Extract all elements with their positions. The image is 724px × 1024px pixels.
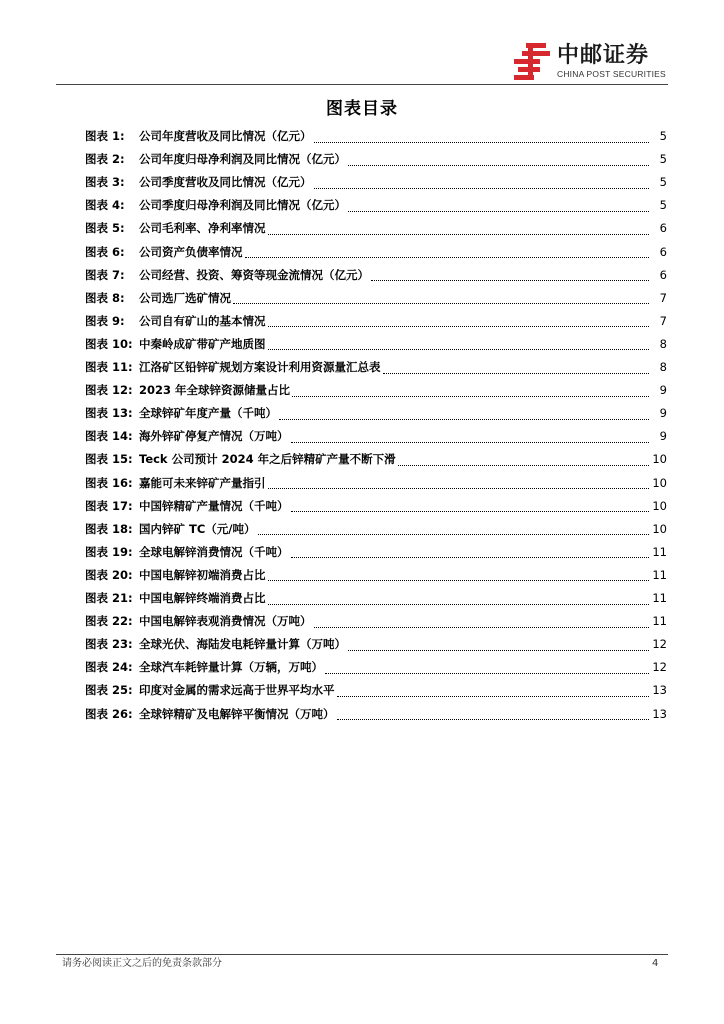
toc-entry-page: 8: [659, 336, 667, 351]
toc-entry-title: 国内锌矿 TC（元/吨）: [139, 521, 256, 536]
toc-entry-title: 公司季度归母净利润及同比情况（亿元）: [139, 198, 346, 213]
toc-entry[interactable]: [85, 544, 667, 560]
brand-name-en: CHINA POST SECURITIES: [557, 69, 666, 79]
toc-entry-label: 图表 23:: [85, 637, 133, 652]
toc-entry-page: 11: [652, 614, 667, 629]
toc-entry-title: 全球光伏、海陆发电耗锌量计算（万吨）: [139, 637, 346, 652]
toc-leader-dots: [337, 692, 650, 697]
toc-entry-label: 图表 21:: [85, 591, 133, 605]
toc-leader-dots: [268, 600, 650, 605]
toc-leader-dots: [268, 230, 650, 235]
toc-entry-label: 图表 9:: [85, 313, 125, 328]
toc-entry-title: 中国锌精矿产量情况（千吨）: [139, 498, 289, 513]
toc-entry-page: 9: [659, 429, 667, 444]
toc-entry[interactable]: [85, 359, 667, 375]
toc-entry-page: 11: [652, 591, 667, 605]
toc-entry[interactable]: [85, 567, 667, 583]
toc-entry-label: 图表 24:: [85, 660, 133, 675]
toc-entry-label: 图表 12:: [85, 383, 133, 398]
toc-entry-label: 图表 25:: [85, 683, 133, 698]
toc-entry[interactable]: [85, 590, 667, 606]
toc-entry-title: 印度对金属的需求远高于世界平均水平: [139, 683, 335, 698]
toc-entry-title: 公司年度营收及同比情况（亿元）: [139, 129, 312, 143]
toc-entry-page: 9: [659, 406, 667, 421]
toc-entry-title: 中国电解锌表观消费情况（万吨）: [139, 614, 312, 629]
toc-entry-label: 图表 26:: [85, 706, 133, 721]
toc-leader-dots: [268, 576, 650, 581]
page-header: [0, 0, 724, 86]
toc-entry[interactable]: [85, 267, 667, 283]
toc-leader-dots: [268, 322, 650, 327]
page-number: 4: [652, 958, 659, 969]
toc-entry-label: 图表 15:: [85, 452, 133, 467]
toc-entry-page: 11: [652, 567, 667, 582]
toc-entry-title: 公司年度归母净利润及同比情况（亿元）: [139, 152, 346, 167]
toc-leader-dots: [292, 392, 649, 397]
toc-entry-title: 公司季度营收及同比情况（亿元）: [139, 175, 312, 190]
toc-entry-label: 图表 6:: [85, 244, 125, 259]
toc-entry-page: 13: [652, 706, 667, 721]
toc-entry[interactable]: [85, 521, 667, 537]
toc-entry[interactable]: [85, 128, 667, 144]
toc-entry-label: 图表 14:: [85, 429, 133, 444]
toc-entry[interactable]: [85, 336, 667, 352]
toc-entry-title: 嘉能可未来锌矿产量指引: [139, 475, 266, 490]
toc-entry[interactable]: [85, 405, 667, 421]
toc-entry-page: 5: [659, 198, 667, 213]
toc-entry-page: 8: [659, 360, 667, 374]
toc-entry-label: 图表 4:: [85, 198, 125, 213]
toc-leader-dots: [314, 138, 650, 143]
toc-entry-title: 公司资产负债率情况: [139, 244, 243, 259]
toc-leader-dots: [258, 530, 650, 535]
toc-entry[interactable]: [85, 313, 667, 329]
toc-leader-dots: [314, 184, 650, 189]
toc-entry-title: Teck 公司预计 2024 年之后锌精矿产量不断下滑: [139, 452, 396, 467]
toc-entry[interactable]: [85, 174, 667, 190]
toc-leader-dots: [291, 553, 650, 558]
brand-name-cn: 中邮证券: [557, 43, 650, 68]
toc-entry-page: 10: [652, 521, 667, 536]
toc-entry-label: 图表 17:: [85, 498, 133, 513]
toc-entry-page: 13: [652, 683, 667, 698]
toc-entry[interactable]: [85, 475, 667, 491]
toc-entry-label: 图表 16:: [85, 475, 133, 490]
toc-entry-label: 图表 18:: [85, 521, 133, 536]
toc-entry-page: 10: [652, 475, 667, 490]
toc-entry[interactable]: [85, 682, 667, 698]
toc-entry-label: 图表 2:: [85, 152, 125, 167]
toc-entry-title: 公司毛利率、净利率情况: [139, 221, 266, 236]
toc-entry[interactable]: [85, 498, 667, 514]
toc-entry[interactable]: [85, 382, 667, 398]
toc-entry-page: 6: [659, 221, 667, 236]
toc-entry[interactable]: [85, 197, 667, 213]
toc-leader-dots: [348, 646, 649, 651]
toc-leader-dots: [268, 345, 650, 350]
toc-entry-title: 江洛矿区铅锌矿规划方案设计利用资源量汇总表: [139, 360, 381, 374]
toc-entry-label: 图表 10:: [85, 336, 133, 351]
toc-entry-label: 图表 8:: [85, 290, 125, 305]
toc-entry-label: 图表 20:: [85, 567, 133, 582]
toc-entry-page: 6: [659, 267, 667, 282]
toc-leader-dots: [348, 161, 649, 166]
toc-entry-title: 中国电解锌终端消费占比: [139, 591, 266, 605]
toc-entry-page: 6: [659, 244, 667, 259]
toc-entry-page: 10: [652, 452, 667, 467]
toc-entry[interactable]: [85, 151, 667, 167]
toc-leader-dots: [233, 299, 649, 304]
toc-entry-title: 全球电解锌消费情况（千吨）: [139, 544, 289, 559]
toc-entry-title: 公司自有矿山的基本情况: [139, 313, 266, 328]
header-divider: [56, 84, 668, 85]
toc-entry-page: 10: [652, 498, 667, 513]
toc-entry-page: 12: [652, 637, 667, 652]
toc-entry-label: 图表 3:: [85, 175, 125, 190]
toc-entry-label: 图表 13:: [85, 406, 133, 421]
toc-entry-page: 11: [652, 544, 667, 559]
toc-entry-page: 5: [659, 129, 667, 143]
toc-entry-page: 9: [659, 383, 667, 398]
toc-leader-dots: [337, 715, 650, 720]
toc-entry-page: 7: [659, 290, 667, 305]
disclaimer-note: 请务必阅读正文之后的免责条款部分: [62, 958, 222, 969]
toc-title: 图表目录: [326, 99, 398, 119]
toc-leader-dots: [245, 253, 650, 258]
toc-entry[interactable]: [85, 706, 667, 722]
toc-leader-dots: [348, 207, 649, 212]
toc-leader-dots: [268, 484, 650, 489]
toc-entry-title: 全球汽车耗锌量计算（万辆，万吨）: [139, 660, 323, 675]
toc-entry-page: 7: [659, 313, 667, 328]
toc-entry-label: 图表 1:: [85, 129, 125, 143]
toc-leader-dots: [325, 669, 649, 674]
toc-entry-page: 5: [659, 152, 667, 167]
toc-entry-label: 图表 5:: [85, 221, 125, 236]
toc-entry-title: 全球锌精矿及电解锌平衡情况（万吨）: [139, 706, 335, 721]
toc-entry-title: 海外锌矿停复产情况（万吨）: [139, 429, 289, 444]
toc-entry[interactable]: [85, 220, 667, 236]
toc-leader-dots: [371, 276, 649, 281]
toc-entry-title: 公司选厂选矿情况: [139, 290, 231, 305]
toc-entry-title: 2023 年全球锌资源储量占比: [139, 383, 291, 398]
china-post-logo-icon: [512, 41, 552, 81]
toc-entry-title: 全球锌矿年度产量（千吨）: [139, 406, 277, 421]
toc-entry-label: 图表 19:: [85, 544, 133, 559]
toc-leader-dots: [291, 507, 650, 512]
footer-divider: [56, 954, 668, 955]
toc-entry-label: 图表 11:: [85, 360, 133, 374]
toc-entry[interactable]: [85, 244, 667, 260]
toc-entry[interactable]: [85, 290, 667, 306]
toc-leader-dots: [398, 461, 649, 466]
toc-entry[interactable]: [85, 613, 667, 629]
toc-entry-title: 中秦岭成矿带矿产地质图: [139, 336, 266, 351]
toc-entry-page: 12: [652, 660, 667, 675]
toc-entry[interactable]: [85, 636, 667, 652]
toc-entry-page: 5: [659, 175, 667, 190]
toc-leader-dots: [314, 623, 650, 628]
toc-leader-dots: [279, 415, 649, 420]
toc-entry[interactable]: [85, 659, 667, 675]
toc-entry-label: 图表 7:: [85, 267, 125, 282]
toc-entry-title: 公司经营、投资、筹资等现金流情况（亿元）: [139, 267, 369, 282]
toc-entry-title: 中国电解锌初端消费占比: [139, 567, 266, 582]
toc-entry[interactable]: [85, 451, 667, 467]
toc-leader-dots: [291, 438, 650, 443]
toc-entry-label: 图表 22:: [85, 614, 133, 629]
toc-entry[interactable]: [85, 428, 667, 444]
toc-leader-dots: [383, 369, 650, 374]
